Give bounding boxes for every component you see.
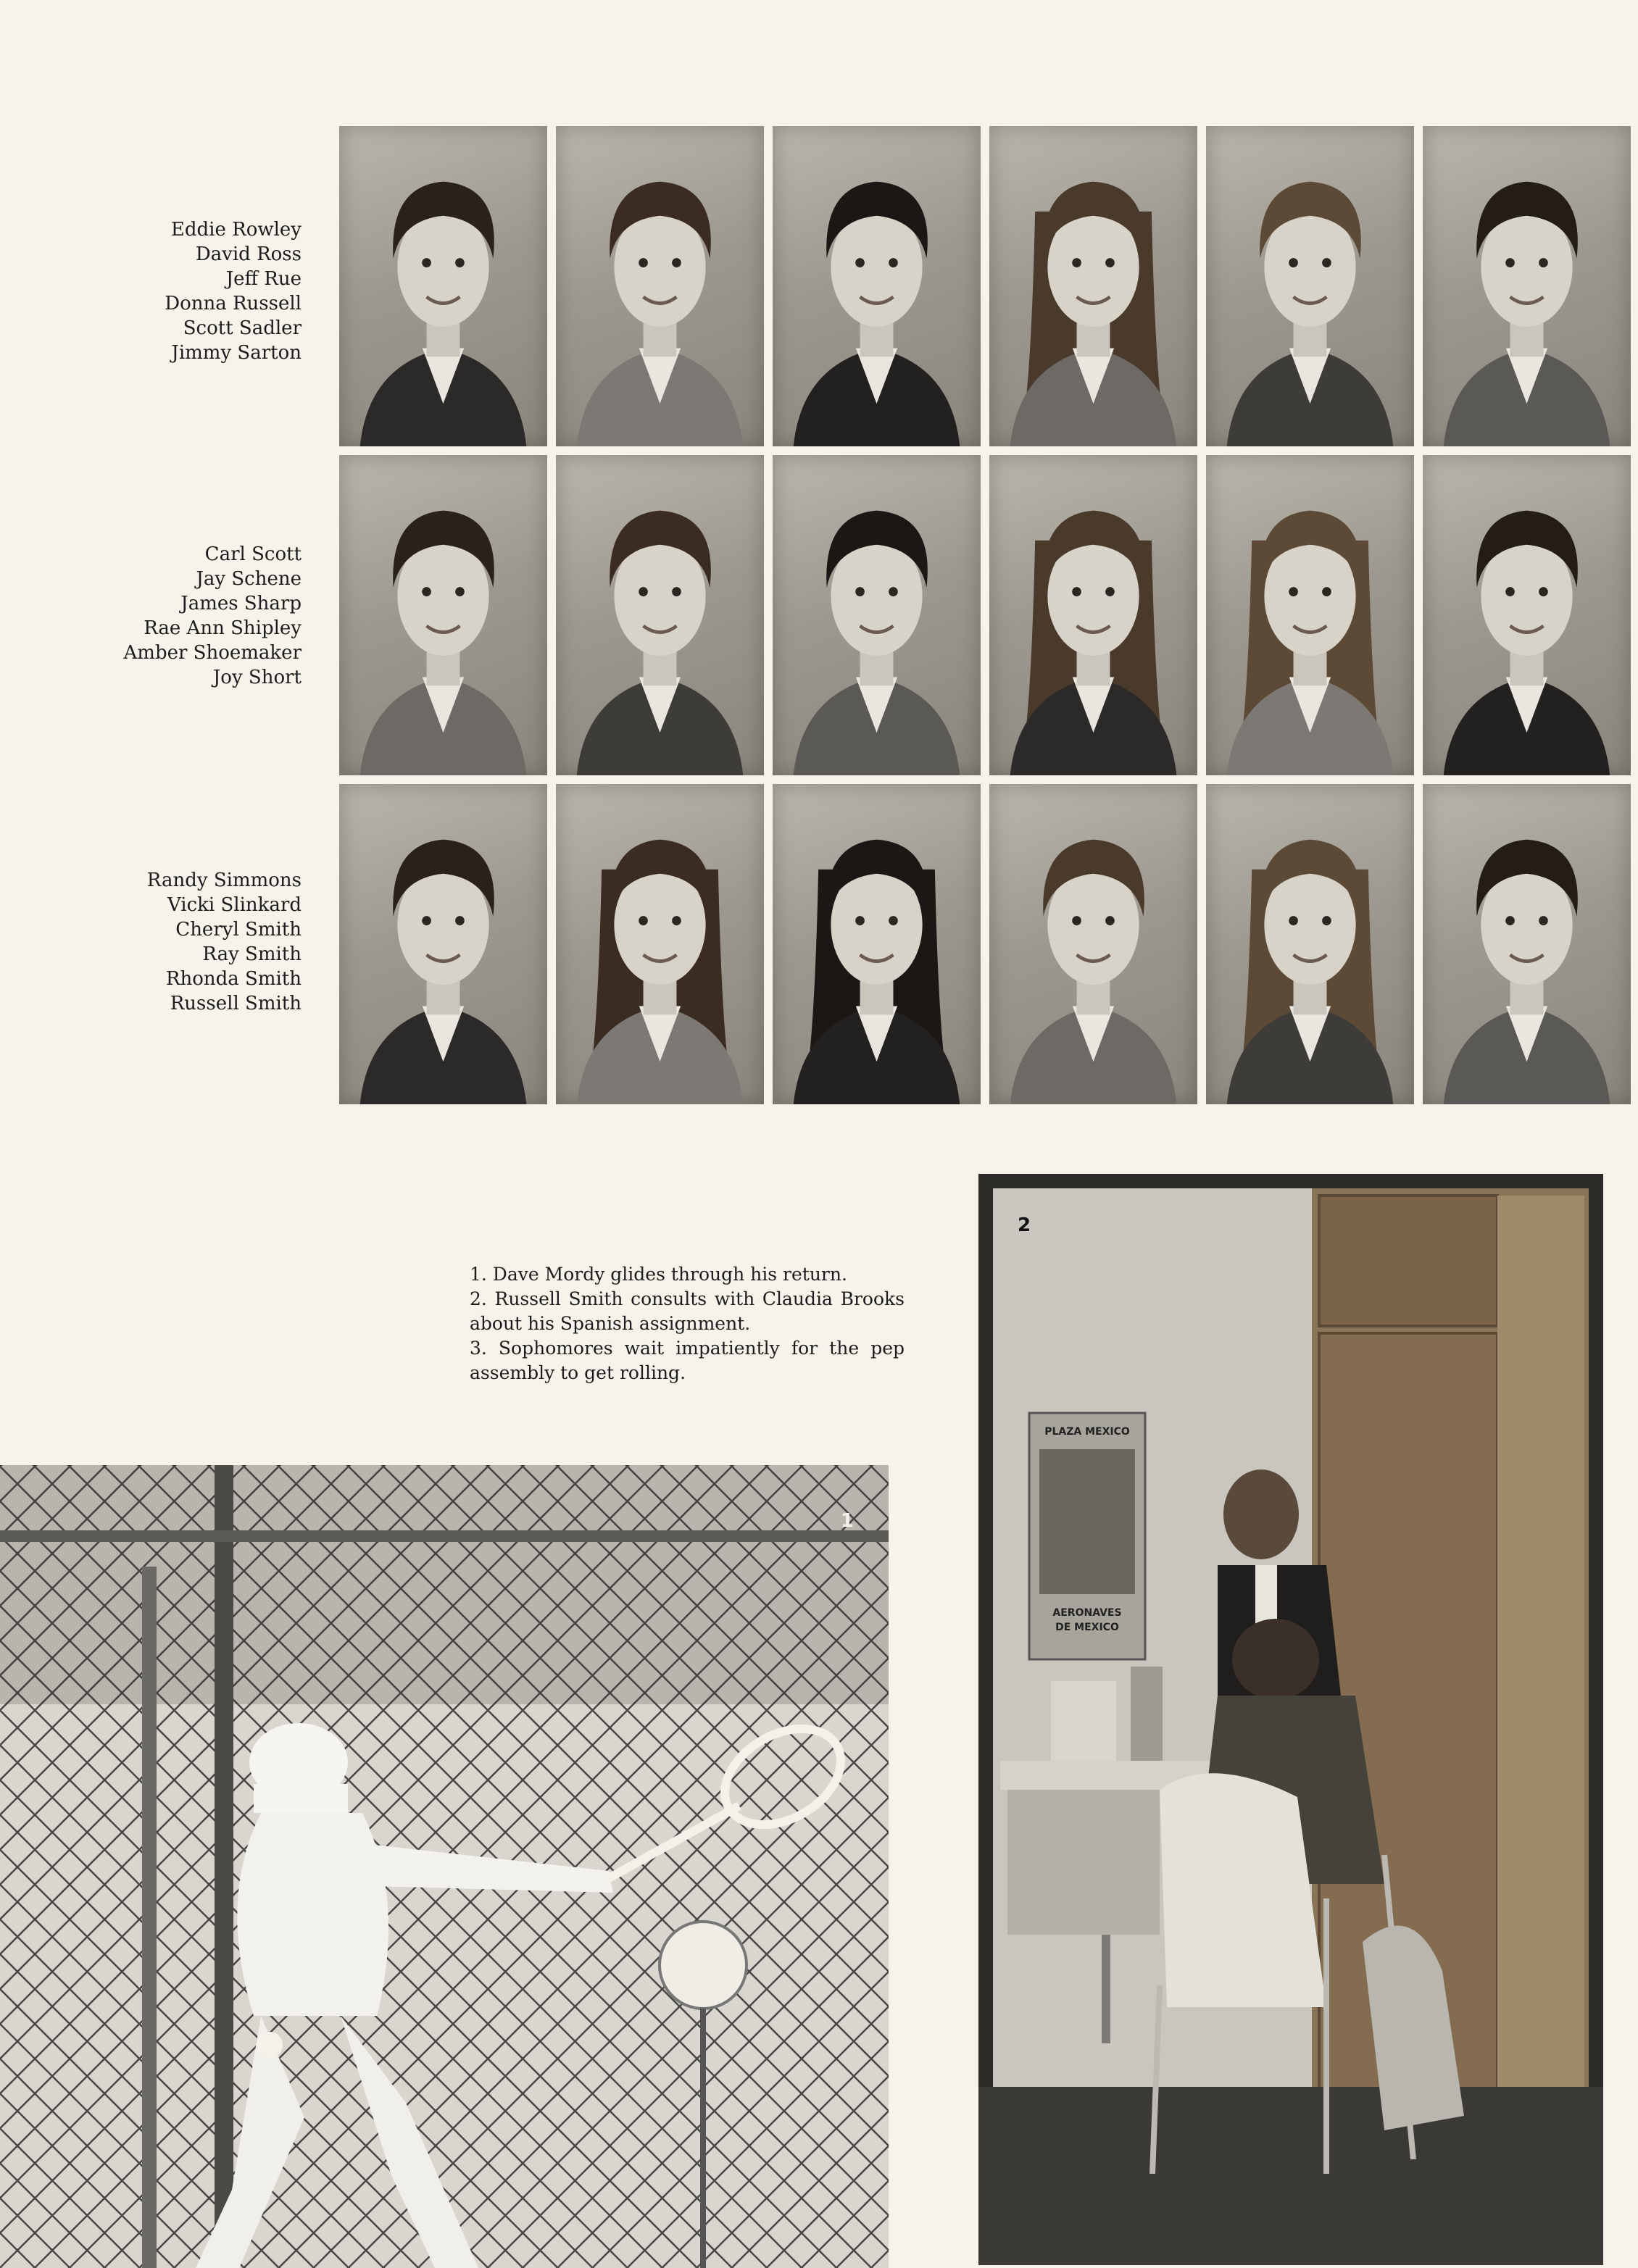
portrait-silhouette — [773, 784, 981, 1104]
poster-line-3: DE MEXICO — [1055, 1622, 1119, 1633]
caption-1: 1. Dave Mordy glides through his return. — [470, 1264, 847, 1285]
student-name: Randy Simmons — [146, 870, 302, 891]
portrait-silhouette — [339, 455, 547, 775]
student-portrait — [773, 455, 981, 775]
student-portrait — [556, 784, 764, 1104]
student-name: Rhonda Smith — [165, 968, 302, 990]
portrait-silhouette — [556, 126, 764, 446]
name-list-row-2 — [26, 542, 302, 690]
student-portrait — [989, 784, 1197, 1104]
student-name: Cheryl Smith — [175, 919, 302, 941]
photo-captions — [470, 1262, 905, 1385]
portrait-silhouette — [989, 126, 1197, 446]
student-name: Carl Scott — [204, 543, 302, 565]
portrait-silhouette — [989, 455, 1197, 775]
student-portrait — [556, 455, 764, 775]
student-name: Joy Short — [212, 667, 302, 688]
portrait-silhouette — [1206, 784, 1414, 1104]
student-name: Vicki Slinkard — [167, 894, 302, 916]
portrait-silhouette — [989, 784, 1197, 1104]
student-name: Rae Ann Shipley — [144, 617, 302, 639]
caption-3: 3. Sophomores wait impatiently for the pep assembly to get rolling. — [470, 1338, 905, 1383]
portrait-silhouette — [339, 784, 547, 1104]
student-name: Russell Smith — [170, 993, 302, 1014]
student-name: Amber Shoemaker — [123, 642, 302, 664]
student-name: Eddie Rowley — [170, 219, 302, 241]
student-name: Ray Smith — [202, 943, 302, 965]
portrait-grid — [339, 126, 1631, 1104]
portrait-silhouette — [1206, 455, 1414, 775]
student-portrait — [989, 126, 1197, 446]
tennis-photo — [0, 1465, 889, 2268]
student-portrait — [1206, 455, 1414, 775]
student-portrait — [339, 784, 547, 1104]
portrait-silhouette — [556, 784, 764, 1104]
student-portrait — [339, 126, 547, 446]
name-list-row-3 — [26, 868, 302, 1016]
student-portrait — [989, 455, 1197, 775]
student-name: Scott Sadler — [183, 317, 302, 339]
caption-2: 2. Russell Smith consults with Claudia Brooks about his Spanish assignment. — [470, 1288, 905, 1334]
poster-title: PLAZA MEXICO — [1044, 1426, 1130, 1438]
student-name: James Sharp — [180, 593, 302, 614]
student-name: Jimmy Sarton — [171, 342, 302, 364]
name-list-row-1 — [26, 217, 302, 365]
photo-number: 1 — [840, 1510, 854, 1532]
student-portrait — [556, 126, 764, 446]
student-portrait — [773, 126, 981, 446]
portrait-silhouette — [773, 126, 981, 446]
student-portrait — [1423, 784, 1631, 1104]
student-portrait — [1423, 126, 1631, 446]
student-portrait — [1206, 784, 1414, 1104]
student-portrait — [773, 784, 981, 1104]
portrait-silhouette — [1206, 126, 1414, 446]
student-name: David Ross — [195, 243, 302, 265]
portrait-silhouette — [556, 455, 764, 775]
tennis-scene — [0, 1465, 889, 2268]
classroom-scene — [978, 1174, 1603, 2265]
student-name: Donna Russell — [165, 293, 302, 314]
student-name: Jeff Rue — [225, 268, 302, 290]
portrait-silhouette — [773, 455, 981, 775]
student-name: Jay Schene — [196, 568, 302, 590]
student-portrait — [339, 455, 547, 775]
classroom-photo — [978, 1174, 1603, 2265]
portrait-silhouette — [1423, 126, 1631, 446]
poster-line-2: AERONAVES — [1052, 1607, 1122, 1619]
student-portrait — [1423, 455, 1631, 775]
student-portrait — [1206, 126, 1414, 446]
portrait-silhouette — [1423, 455, 1631, 775]
portrait-silhouette — [1423, 784, 1631, 1104]
photo-number: 2 — [1018, 1214, 1031, 1236]
portrait-silhouette — [339, 126, 547, 446]
